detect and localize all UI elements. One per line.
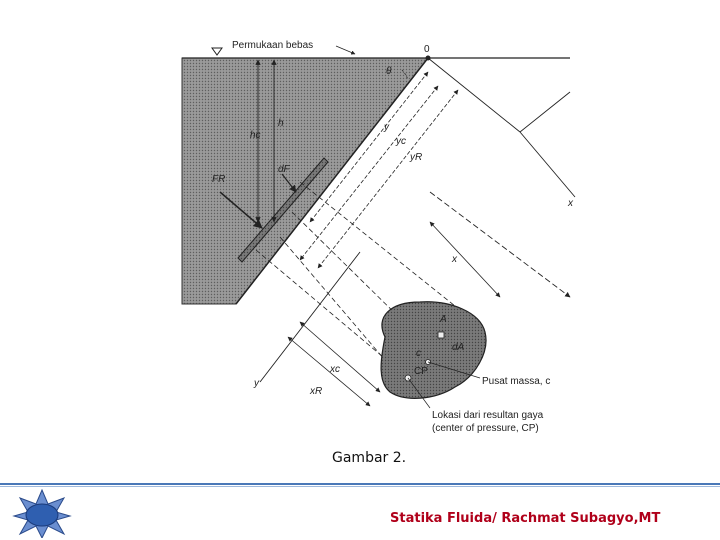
origin-label: 0 (424, 44, 430, 55)
proj-line-1 (300, 182, 470, 318)
fluid-statics-diagram (180, 32, 595, 442)
plane-y-axis (260, 252, 360, 382)
yR-label: yR (410, 152, 423, 163)
xc-label: xc (330, 364, 340, 375)
theta-label: θ (386, 66, 392, 77)
centroid-label: Pusat massa, c (482, 376, 551, 387)
free-surface-leader (336, 46, 355, 54)
proj-line-3 (280, 237, 390, 366)
free-surface-symbol (212, 48, 222, 55)
h-label: h (278, 118, 284, 129)
da-element (438, 332, 444, 338)
plane-x-axis (428, 58, 520, 132)
area-shape (381, 302, 486, 399)
footer-author-text: Statika Fluida/ Rachmat Subagyo,MT (390, 511, 661, 526)
df-label: dF (278, 164, 290, 175)
cp-label: CP (414, 366, 428, 377)
x-dimension (430, 222, 500, 297)
footer-rule (0, 483, 720, 485)
figure-caption: Gambar 2. (332, 450, 407, 466)
c-label: c (416, 348, 421, 359)
x-label: x (452, 254, 457, 265)
star-logo-icon (12, 488, 72, 538)
cp-label-line2: (center of pressure, CP) (432, 423, 539, 434)
y-axis-label: y (254, 378, 259, 389)
plane-outline-1 (520, 92, 570, 132)
y-label: y (384, 122, 389, 133)
yc-label: yc (396, 136, 406, 147)
x-axis-label: x (568, 198, 573, 209)
xR-label: xR (310, 386, 323, 397)
da-label: dA (452, 342, 465, 353)
footer-rule-thin (0, 486, 720, 487)
plane-outline-2 (520, 132, 575, 197)
fr-label: FR (212, 174, 226, 185)
hc-label: hc (250, 130, 261, 141)
cp-label-line1: Lokasi dari resultan gaya (432, 410, 544, 421)
free-surface-label: Permukaan bebas (232, 40, 314, 51)
area-label: A (440, 314, 447, 325)
